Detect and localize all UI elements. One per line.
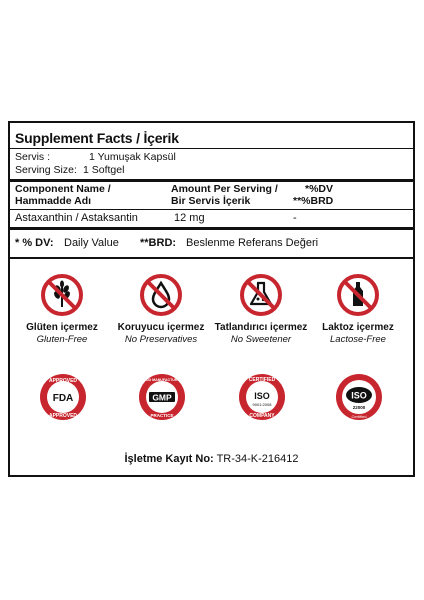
badge-lactose — [308, 322, 408, 345]
registration-label: İşletme Kayıt No: — [124, 453, 214, 465]
drop-crossed-icon — [139, 273, 183, 317]
badge-sweetener-tr: Tatlandırıcı içermez — [214, 322, 308, 333]
dv-text: Daily Value — [64, 237, 119, 249]
ingredient-amount: 12 mg — [174, 212, 205, 224]
iso9001-bottom-text: COMPANY — [249, 413, 275, 419]
label-panel — [8, 121, 415, 477]
badge-preservatives — [111, 322, 211, 345]
supplement-facts-table — [10, 123, 413, 259]
serving-label: Serving Size: — [15, 164, 77, 176]
wheat-crossed-icon — [40, 273, 84, 317]
col-amount-1: Amount Per Serving / — [171, 183, 278, 195]
col-dv-1: *%DV — [305, 183, 334, 195]
iso22000-sub-text: 22000 — [352, 405, 366, 410]
gmp-seal — [137, 372, 187, 422]
badge-sweetener — [211, 322, 311, 345]
registration-value: TR-34-K-216412 — [216, 453, 299, 465]
col-component-1: Component Name / — [15, 183, 111, 195]
divider — [10, 179, 413, 182]
iso9001-sub-text: 9001:2008 — [252, 402, 272, 407]
gmp-center-text: GMP — [152, 392, 172, 403]
iso9001-top-text: CERTIFIED — [248, 377, 276, 383]
brd-text: Beslenme Referans Değeri — [186, 237, 319, 249]
iso22000-center-text: ISO — [351, 390, 367, 401]
servis-label: Servis : — [15, 151, 51, 163]
registration-line — [10, 453, 413, 465]
fda-bottom-text: APPROVED — [48, 413, 78, 419]
divider — [10, 209, 413, 210]
badge-preservatives-tr: Koruyucu içermez — [117, 322, 205, 333]
gmp-bottom-text: PRACTICE — [150, 413, 174, 418]
badge-sweetener-en: No Sweetener — [230, 334, 292, 345]
ingredient-dv: - — [293, 212, 297, 224]
iso-22000-seal — [334, 372, 384, 422]
flask-crossed-icon — [239, 273, 283, 317]
iso9001-center-text: ISO — [254, 391, 270, 401]
badge-lactose-en: Lactose-Free — [330, 334, 386, 345]
facts-title: Supplement Facts / İçerik — [15, 130, 179, 146]
divider — [10, 227, 413, 230]
divider — [10, 148, 413, 149]
iso22000-bottom-text: Certified — [351, 414, 367, 419]
ingredient-name: Astaxanthin / Astaksantin — [15, 212, 138, 224]
gmp-top-text: GOOD MANUFACTURING — [140, 378, 184, 382]
badge-gluten — [12, 322, 112, 345]
badge-preservatives-en: No Preservatives — [124, 334, 198, 345]
dv-key: * % DV: — [15, 237, 54, 249]
col-component-2: Hammadde Adı — [15, 195, 92, 207]
serving-value: 1 Softgel — [83, 164, 125, 176]
col-amount-2: Bir Servis İçerik — [171, 195, 251, 207]
badge-lactose-tr: Laktoz içermez — [322, 322, 394, 333]
badge-gluten-en: Gluten-Free — [36, 334, 88, 345]
badge-gluten-tr: Glüten içermez — [26, 322, 98, 333]
fda-center-text: FDA — [52, 393, 74, 404]
iso-9001-seal — [237, 372, 287, 422]
fda-approved-seal — [38, 372, 88, 422]
fda-top-text: APPROVED — [48, 378, 78, 384]
badges-section — [10, 257, 413, 475]
bottle-crossed-icon — [336, 273, 380, 317]
servis-value: 1 Yumuşak Kapsül — [89, 151, 176, 163]
col-dv-2: **%BRD — [293, 195, 334, 207]
brd-key: **BRD: — [140, 237, 177, 249]
